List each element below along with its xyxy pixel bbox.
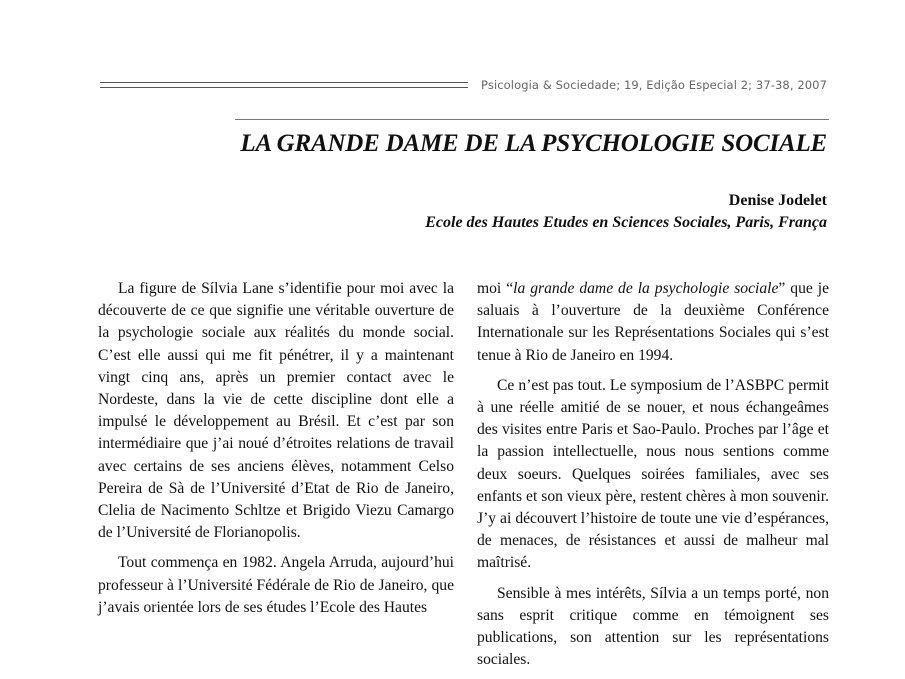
paragraph: La figure de Sílvia Lane s’identifie pour moi avec la découverte de ce que signifie une véritable ouverture de la psychologie sociale aux réalités du monde social. C’est elle aussi qui me fit pénétrer, il y a maintenant vingt cinq ans, après un premier contact avec le Nordeste, dans la vie de cette discipline dont elle a impulsé le développement au Brésil. Et c’est par son intermédiaire que j’ai noué d’étroites relations de travail avec certains de ses anciens élèves, notamment Celso Pereira de Sà de l’Université d’Etat de Rio de Janeiro, Clelia de Nacimento Schltze et Brigido Viezu Camargo de l’Université de Florianopolis. <box>98 280 454 542</box>
paragraph-text: moi “ <box>477 280 514 297</box>
author-affiliation: Ecole des Hautes Etudes en Sciences Sociales, Paris, França <box>425 214 827 231</box>
author-name: Denise Jodelet <box>728 192 827 209</box>
header-double-rule-bottom <box>100 87 468 88</box>
quoted-phrase: la grande dame de la psychologie sociale <box>513 280 779 297</box>
left-column <box>98 278 454 627</box>
paragraph: Sensible à mes intérêts, Sílvia a un temps porté, non sans esprit critique comme en témoignent ses publications, son attention sur les représentations sociales. <box>477 584 829 669</box>
paragraph-text: ” que je saluais à l’ouverture de la deuxième Conférence Internationale sur les Représentations Sociales qui s’est tenue à Rio de Janeiro en 1994. <box>477 280 829 364</box>
header-double-rule-top <box>100 82 468 83</box>
paragraph: Tout commença en 1982. Angela Arruda, aujourd’hui professeur à l’Université Fédérale de Rio de Janeiro, que j’avais orientée lors de ses études l’Ecole des Hautes <box>98 554 454 616</box>
page-title: LA GRANDE DAME DE LA PSYCHOLOGIE SOCIALE <box>240 130 827 157</box>
journal-header: Psicologia & Sociedade; 19, Edição Especial 2; 37-38, 2007 <box>481 78 827 92</box>
paragraph <box>477 278 829 367</box>
title-rule <box>235 119 829 120</box>
right-column <box>477 278 829 679</box>
paragraph: Ce n’est pas tout. Le symposium de l’ASBPC permit à une réelle amitié de se nouer, et nous échangeâmes des visites entre Paris et Sao-Paulo. Proches par l’âge et la passion intellectuelle, nous nous sentions comme deux soeurs. Quelques soirées familiales, avec ses enfants et son vieux père, restent chères à mon souvenir. J’y ai découvert l’histoire de toute une vie d’espérances, de menaces, de résistances et aussi de malheur mal maîtrisé. <box>477 376 829 572</box>
